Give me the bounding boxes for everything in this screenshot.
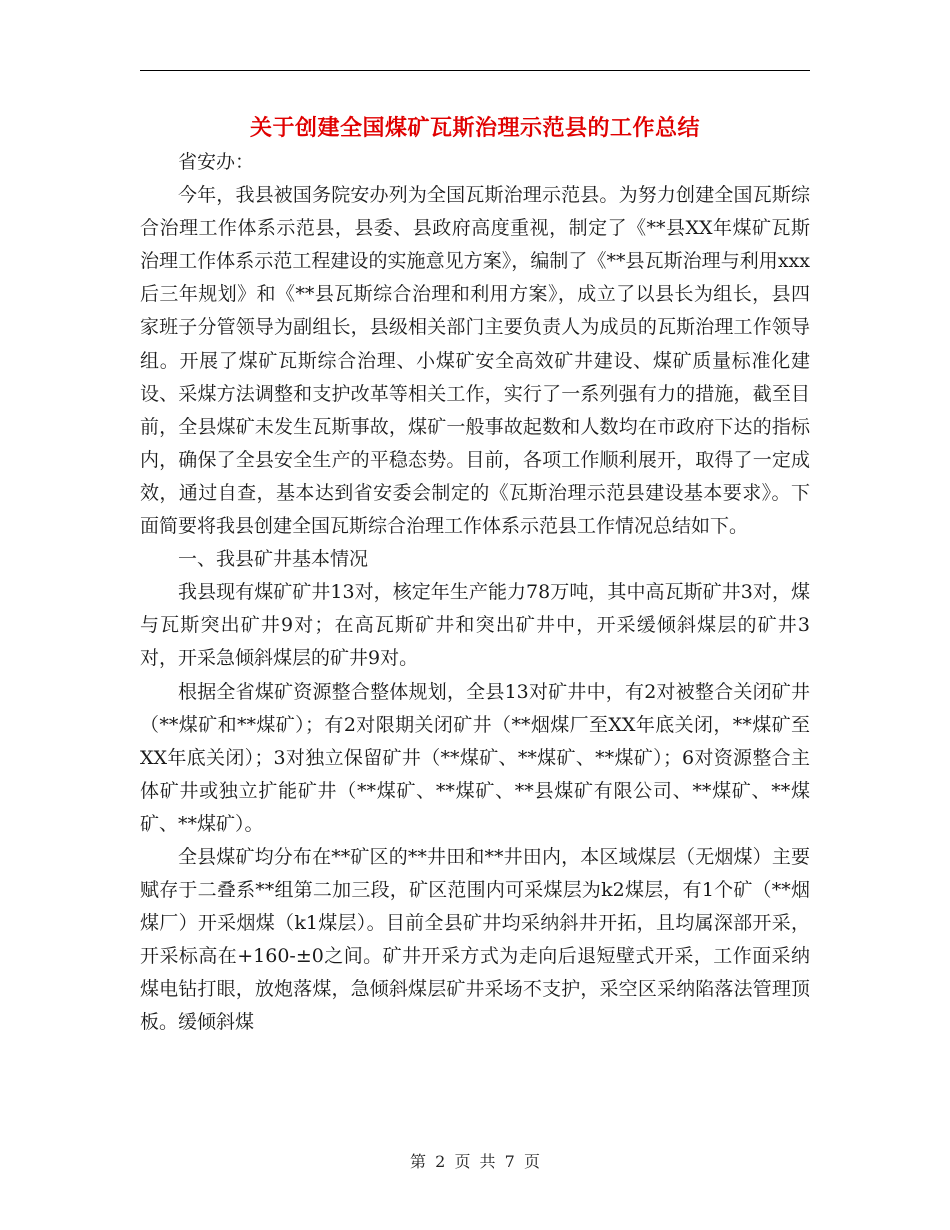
body-paragraph: 我县现有煤矿矿井13对，核定年生产能力78万吨，其中高瓦斯矿井3对，煤与瓦斯突出矿井9对；在高瓦斯矿井和突出矿井中，开采缓倾斜煤层的矿井3对，开采急倾斜煤层的矿井9对。 xyxy=(140,581,810,670)
salutation: 省安办： xyxy=(178,151,255,173)
page-label-mid: 页 xyxy=(454,1152,471,1171)
page-footer xyxy=(0,1150,950,1174)
total-label: 共 xyxy=(479,1152,496,1171)
document-title: 关于创建全国煤矿瓦斯治理示范县的工作总结 xyxy=(249,115,700,141)
current-page-number: 2 xyxy=(435,1152,446,1171)
body-paragraph: 全县煤矿均分布在**矿区的**井田和**井田内，本区域煤层（无烟煤）主要赋存于二叠系**组第二加三段，矿区范围内可采煤层为k2煤层，有1个矿（**烟煤厂）开采烟煤（k1煤层）。目前全县矿井均采纳斜井开拓，且均属深部开采，开采标高在+160-±0之间。矿井开采方式为走向后退短壁式开采，工作面采纳煤电钻打眼，放炮落煤，急倾斜煤层矿井采场不支护，采空区采纳陷落法管理顶板。缓倾斜煤 xyxy=(140,845,810,1034)
document-body xyxy=(140,146,810,1040)
body-paragraph: 根据全省煤矿资源整合整体规划，全县13对矿井中，有2对被整合关闭矿井（**煤矿和**煤矿）；有2对限期关闭矿井（**烟煤厂至XX年底关闭，**煤矿至XX年底关闭）；3对独立保留矿井（**煤矿、**煤矿、**煤矿）；6对资源整合主体矿井或独立扩能矿井（**煤矿、**煤矿、**县煤矿有限公司、**煤矿、**煤矿、**煤矿）。 xyxy=(140,680,810,835)
header-rule xyxy=(140,70,810,71)
page-label-prefix: 第 xyxy=(410,1152,427,1171)
page-label-suffix: 页 xyxy=(523,1152,540,1171)
body-paragraph: 今年，我县被国务院安办列为全国瓦斯治理示范县。为努力创建全国瓦斯综合治理工作体系示范县，县委、县政府高度重视，制定了《**县XX年煤矿瓦斯治理工作体系示范工程建设的实施意见方案》，编制了《**县瓦斯治理与利用xxx后三年规划》和《**县瓦斯综合治理和利用方案》，成立了以县长为组长，县四家班子分管领导为副组长，县级相关部门主要负责人为成员的瓦斯治理工作领导组。开展了煤矿瓦斯综合治理、小煤矿安全高效矿井建设、煤矿质量标准化建设、采煤方法调整和支护改革等相关工作，实行了一系列强有力的措施，截至目前，全县煤矿未发生瓦斯事故，煤矿一般事故起数和人数均在市政府下达的指标内，确保了全县安全生产的平稳态势。目前，各项工作顺利展开，取得了一定成效，通过自查，基本达到省安委会制定的《瓦斯治理示范县建设基本要求》。下面简要将我县创建全国瓦斯综合治理工作体系示范县工作情况总结如下。 xyxy=(140,184,810,538)
section-heading: 一、我县矿井基本情况 xyxy=(178,548,369,571)
total-pages-number: 7 xyxy=(504,1152,515,1171)
